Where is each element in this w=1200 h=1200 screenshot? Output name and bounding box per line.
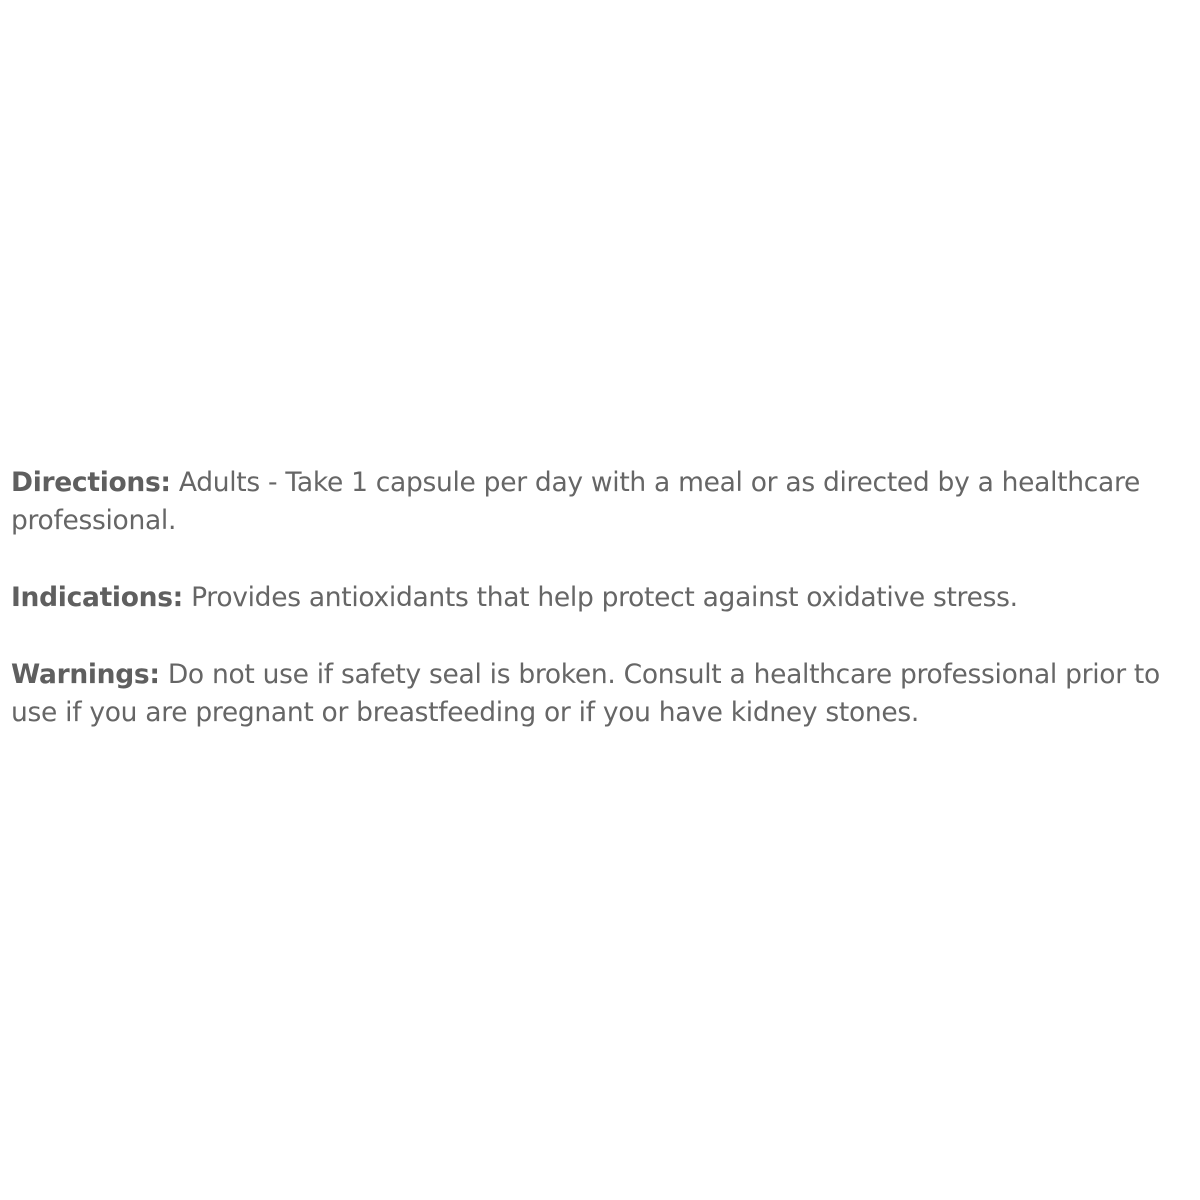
product-information xyxy=(11,464,1191,771)
indications-label: Indications: xyxy=(11,582,183,613)
warnings-label: Warnings: xyxy=(11,659,160,690)
indications-paragraph xyxy=(11,579,1191,617)
directions-text: Adults - Take 1 capsule per day with a meal or as directed by a healthcare professional. xyxy=(11,467,1140,536)
indications-text: Provides antioxidants that help protect against oxidative stress. xyxy=(191,582,1018,613)
directions-paragraph xyxy=(11,464,1191,540)
warnings-paragraph xyxy=(11,656,1191,732)
directions-label: Directions: xyxy=(11,467,171,498)
warnings-text: Do not use if safety seal is broken. Consult a healthcare professional prior to use if you are pregnant or breastfeeding or if you have kidney stones. xyxy=(11,659,1160,728)
